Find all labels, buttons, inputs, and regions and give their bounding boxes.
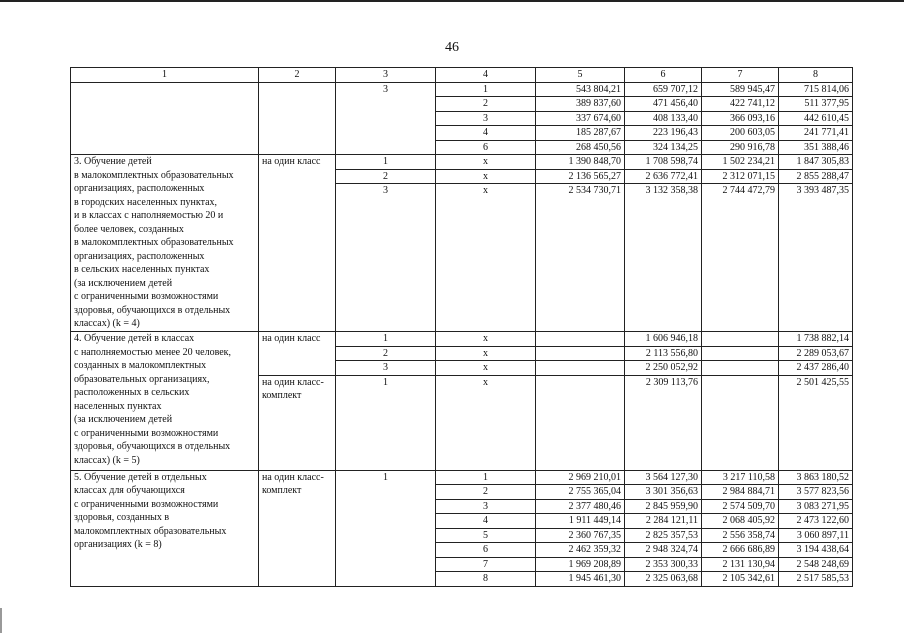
subgroup-cell: x bbox=[436, 184, 536, 332]
subgroup-cell: 6 bbox=[436, 543, 536, 558]
group-cell: 2 bbox=[336, 346, 436, 361]
section-5-description bbox=[71, 470, 259, 586]
value-cell: 1 911 449,14 bbox=[536, 514, 625, 529]
value-cell: 1 969 208,89 bbox=[536, 557, 625, 572]
header-cell: 3 bbox=[336, 68, 436, 83]
unit-cell: на один класс bbox=[259, 155, 336, 332]
value-cell: 200 603,05 bbox=[702, 126, 779, 141]
value-cell: 2 113 556,80 bbox=[625, 346, 702, 361]
value-cell: 337 674,60 bbox=[536, 111, 625, 126]
value-cell: 1 738 882,14 bbox=[779, 332, 853, 347]
description-line: с ограниченными возможностями bbox=[74, 498, 219, 510]
value-cell: 2 325 063,68 bbox=[625, 572, 702, 587]
value-cell: 589 945,47 bbox=[702, 82, 779, 97]
group-cell: 1 bbox=[336, 155, 436, 170]
value-cell: 389 837,60 bbox=[536, 97, 625, 112]
value-cell: 2 437 286,40 bbox=[779, 361, 853, 376]
value-cell: 2 473 122,60 bbox=[779, 514, 853, 529]
subgroup-cell: 2 bbox=[436, 485, 536, 500]
subgroup-cell: 6 bbox=[436, 140, 536, 155]
unit-line: комплект bbox=[262, 390, 302, 401]
value-cell: 2 517 585,53 bbox=[779, 572, 853, 587]
description-line: классах для обучающихся bbox=[74, 485, 185, 496]
value-cell: 2 969 210,01 bbox=[536, 470, 625, 485]
value-cell: 2 855 288,47 bbox=[779, 169, 853, 184]
value-cell: 2 574 509,70 bbox=[702, 499, 779, 514]
description-line: в малокомплектных образовательных bbox=[74, 169, 234, 181]
header-cell: 2 bbox=[259, 68, 336, 83]
description-line: более человек, созданных bbox=[74, 223, 184, 235]
description-line: (за исключением детей bbox=[74, 277, 173, 289]
header-cell: 6 bbox=[625, 68, 702, 83]
description-line: образовательных организациях, bbox=[74, 373, 210, 385]
value-cell bbox=[536, 375, 625, 470]
value-cell: 241 771,41 bbox=[779, 126, 853, 141]
description-line: в малокомплектных образовательных bbox=[74, 237, 234, 248]
description-line: расположенных в сельских bbox=[74, 387, 190, 398]
value-cell bbox=[702, 375, 779, 470]
value-cell: 3 393 487,35 bbox=[779, 184, 853, 332]
subgroup-cell: x bbox=[436, 332, 536, 347]
value-cell: 3 083 271,95 bbox=[779, 499, 853, 514]
header-cell: 4 bbox=[436, 68, 536, 83]
value-cell: 290 916,78 bbox=[702, 140, 779, 155]
description-line: созданных в малокомплектных bbox=[74, 360, 207, 371]
subgroup-cell: 1 bbox=[436, 470, 536, 485]
scan-left-mark bbox=[0, 608, 2, 633]
value-cell: 2 548 248,69 bbox=[779, 557, 853, 572]
description-line: в сельских населенных пунктах bbox=[74, 264, 210, 275]
description-line: классах) (k = 4) bbox=[74, 318, 140, 329]
subgroup-cell: 7 bbox=[436, 557, 536, 572]
value-cell: 2 556 358,74 bbox=[702, 528, 779, 543]
value-cell: 2 309 113,76 bbox=[625, 375, 702, 470]
value-cell: 3 577 823,56 bbox=[779, 485, 853, 500]
value-cell: 659 707,12 bbox=[625, 82, 702, 97]
unit-cell bbox=[259, 470, 336, 586]
description-line: классах) (k = 5) bbox=[74, 454, 140, 466]
description-line: 4. Обучение детей в классах bbox=[74, 333, 195, 344]
description-line: 3. Обучение детей bbox=[74, 156, 152, 167]
value-cell: 1 847 305,83 bbox=[779, 155, 853, 170]
description-line: населенных пунктах bbox=[74, 400, 162, 412]
description-line: здоровья, созданных в bbox=[74, 512, 170, 523]
description-line: в городских населенных пунктах, bbox=[74, 196, 218, 208]
normative-cost-table bbox=[70, 67, 853, 587]
value-cell: 366 093,16 bbox=[702, 111, 779, 126]
value-cell: 2 105 342,61 bbox=[702, 572, 779, 587]
description-line: здоровья, обучающихся в отдельных bbox=[74, 304, 231, 316]
value-cell bbox=[536, 332, 625, 347]
subgroup-cell: x bbox=[436, 361, 536, 376]
value-cell: 2 360 767,35 bbox=[536, 528, 625, 543]
value-cell: 442 610,45 bbox=[779, 111, 853, 126]
subgroup-cell: 3 bbox=[436, 111, 536, 126]
value-cell: 2 744 472,79 bbox=[702, 184, 779, 332]
group-cell: 3 bbox=[336, 82, 436, 155]
value-cell: 2 845 959,90 bbox=[625, 499, 702, 514]
subgroup-cell: 4 bbox=[436, 126, 536, 141]
value-cell: 2 825 357,53 bbox=[625, 528, 702, 543]
description-line: организациях, расположенных bbox=[74, 183, 205, 194]
table-header-row bbox=[71, 68, 853, 83]
value-cell: 223 196,43 bbox=[625, 126, 702, 141]
value-cell: 1 390 848,70 bbox=[536, 155, 625, 170]
value-cell: 3 301 356,63 bbox=[625, 485, 702, 500]
value-cell: 2 131 130,94 bbox=[702, 557, 779, 572]
group-cell: 1 bbox=[336, 375, 436, 470]
unit-cell: на один класс bbox=[259, 332, 336, 376]
subgroup-cell: 8 bbox=[436, 572, 536, 587]
value-cell: 2 250 052,92 bbox=[625, 361, 702, 376]
page-number: 46 bbox=[445, 40, 459, 55]
value-cell: 1 945 461,30 bbox=[536, 572, 625, 587]
value-cell: 408 133,40 bbox=[625, 111, 702, 126]
value-cell: 3 060 897,11 bbox=[779, 528, 853, 543]
header-cell: 1 bbox=[71, 68, 259, 83]
value-cell: 2 948 324,74 bbox=[625, 543, 702, 558]
value-cell: 324 134,25 bbox=[625, 140, 702, 155]
unit-line: комплект bbox=[262, 485, 302, 496]
value-cell: 3 564 127,30 bbox=[625, 470, 702, 485]
value-cell: 511 377,95 bbox=[779, 97, 853, 112]
value-cell: 2 755 365,04 bbox=[536, 485, 625, 500]
unit-line: на один класс- bbox=[262, 376, 324, 388]
value-cell: 2 284 121,11 bbox=[625, 514, 702, 529]
description-line: организациях, расположенных bbox=[74, 250, 205, 262]
header-cell: 5 bbox=[536, 68, 625, 83]
value-cell bbox=[702, 361, 779, 376]
subgroup-cell: 3 bbox=[436, 499, 536, 514]
group-cell: 1 bbox=[336, 470, 436, 586]
description-line: (за исключением детей bbox=[74, 414, 173, 425]
value-cell: 3 863 180,52 bbox=[779, 470, 853, 485]
subgroup-cell: 2 bbox=[436, 97, 536, 112]
value-cell: 185 287,67 bbox=[536, 126, 625, 141]
subgroup-cell: x bbox=[436, 155, 536, 170]
group-cell: 1 bbox=[336, 332, 436, 347]
description-line: 5. Обучение детей в отдельных bbox=[74, 471, 207, 483]
header-cell: 8 bbox=[779, 68, 853, 83]
value-cell: 2 666 686,89 bbox=[702, 543, 779, 558]
value-cell: 2 353 300,33 bbox=[625, 557, 702, 572]
value-cell: 2 068 405,92 bbox=[702, 514, 779, 529]
description-line: здоровья, обучающихся в отдельных bbox=[74, 441, 231, 452]
subgroup-cell: x bbox=[436, 346, 536, 361]
description-line: организациях (k = 8) bbox=[74, 539, 162, 550]
value-cell: 2 636 772,41 bbox=[625, 169, 702, 184]
value-cell: 471 456,40 bbox=[625, 97, 702, 112]
value-cell: 1 606 946,18 bbox=[625, 332, 702, 347]
group-cell: 3 bbox=[336, 361, 436, 376]
description-line: с ограниченными возможностями bbox=[74, 291, 219, 302]
value-cell bbox=[536, 361, 625, 376]
value-cell: 2 534 730,71 bbox=[536, 184, 625, 332]
description-line: и в классах с наполняемостью 20 и bbox=[74, 210, 224, 221]
empty-unit-cell bbox=[259, 82, 336, 155]
table-row bbox=[71, 470, 853, 485]
table-row bbox=[71, 82, 853, 97]
scan-top-edge bbox=[0, 0, 904, 2]
description-line: с ограниченными возможностями bbox=[74, 427, 219, 439]
table-row bbox=[71, 155, 853, 170]
subgroup-cell: 4 bbox=[436, 514, 536, 529]
value-cell: 3 217 110,58 bbox=[702, 470, 779, 485]
group-cell: 2 bbox=[336, 169, 436, 184]
value-cell: 351 388,46 bbox=[779, 140, 853, 155]
description-line: малокомплектных образовательных bbox=[74, 525, 227, 537]
value-cell bbox=[702, 346, 779, 361]
value-cell: 2 312 071,15 bbox=[702, 169, 779, 184]
subgroup-cell: 5 bbox=[436, 528, 536, 543]
value-cell: 543 804,21 bbox=[536, 82, 625, 97]
subgroup-cell: x bbox=[436, 169, 536, 184]
value-cell: 2 462 359,32 bbox=[536, 543, 625, 558]
empty-description-cell bbox=[71, 82, 259, 155]
value-cell: 1 708 598,74 bbox=[625, 155, 702, 170]
value-cell: 2 984 884,71 bbox=[702, 485, 779, 500]
header-cell: 7 bbox=[702, 68, 779, 83]
value-cell: 2 136 565,27 bbox=[536, 169, 625, 184]
value-cell bbox=[536, 346, 625, 361]
subgroup-cell: 1 bbox=[436, 82, 536, 97]
unit-line: на один класс- bbox=[262, 471, 324, 483]
value-cell: 2 377 480,46 bbox=[536, 499, 625, 514]
table-row bbox=[71, 332, 853, 347]
subgroup-cell: x bbox=[436, 375, 536, 470]
value-cell: 3 132 358,38 bbox=[625, 184, 702, 332]
value-cell: 2 501 425,55 bbox=[779, 375, 853, 470]
value-cell bbox=[702, 332, 779, 347]
value-cell: 268 450,56 bbox=[536, 140, 625, 155]
value-cell: 715 814,06 bbox=[779, 82, 853, 97]
value-cell: 1 502 234,21 bbox=[702, 155, 779, 170]
section-3-description bbox=[71, 155, 259, 332]
section-4-description bbox=[71, 332, 259, 471]
description-line: с наполняемостью менее 20 человек, bbox=[74, 346, 232, 358]
group-cell: 3 bbox=[336, 184, 436, 332]
value-cell: 2 289 053,67 bbox=[779, 346, 853, 361]
value-cell: 3 194 438,64 bbox=[779, 543, 853, 558]
value-cell: 422 741,12 bbox=[702, 97, 779, 112]
unit-cell bbox=[259, 375, 336, 470]
